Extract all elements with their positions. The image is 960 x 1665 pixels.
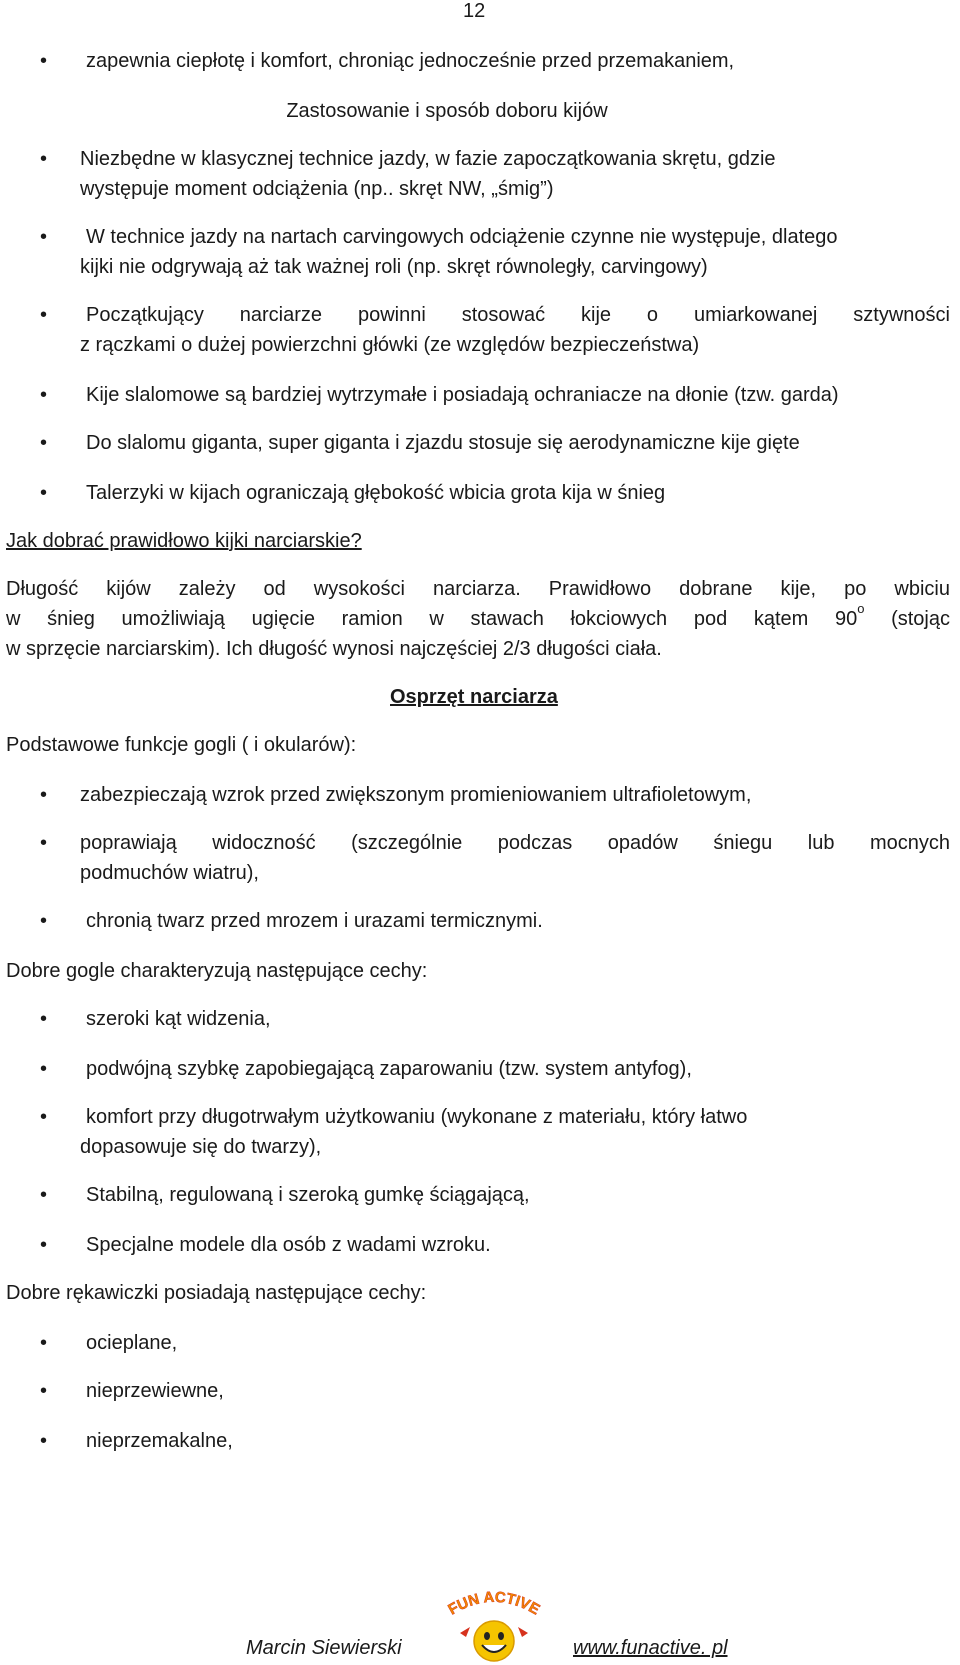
intro-bullet-text: zapewnia ciepłotę i komfort, chroniąc jednocześnie przed przemakaniem, bbox=[86, 50, 735, 72]
goggles-feature-3-line-1: komfort przy długotrwałym użytkowaniu (wykonane z materiału, który łatwo bbox=[86, 1106, 748, 1128]
bullet-dot: • bbox=[40, 482, 48, 504]
gloves-feature-3: nieprzemakalne, bbox=[86, 1430, 233, 1452]
goggles-intro: Podstawowe funkcje gogli ( i okularów): bbox=[6, 734, 357, 756]
bullet-dot: • bbox=[40, 910, 48, 932]
bullet-dot: • bbox=[40, 50, 48, 72]
poles-para-line-2: w śnieg umożliwiają ugięcie ramion w stawach łokciowych pod kątem 90$^o$ (stojąc bbox=[6, 601, 950, 630]
gloves-intro: Dobre rękawiczki posiadają następujące cechy: bbox=[6, 1282, 427, 1304]
bullet-dot: • bbox=[40, 1234, 48, 1256]
poles-bullet-5: Do slalomu giganta, super giganta i zjazdu stosuje się aerodynamiczne kije gięte bbox=[86, 432, 800, 454]
bullet-dot: • bbox=[40, 304, 48, 326]
svg-text:FUN ACTIVE bbox=[445, 1589, 542, 1619]
poles-bullet-6: Talerzyki w kijach ograniczają głębokość wbicia grota kija w śnieg bbox=[86, 482, 666, 504]
goggles-feature-2: podwójną szybkę zapobiegającą zaparowaniu (tzw. system antyfog), bbox=[86, 1058, 692, 1080]
poles-bullet-4: Kije slalomowe są bardziej wytrzymałe i posiadają ochraniacze na dłonie (tzw. garda) bbox=[86, 384, 839, 406]
bullet-dot: • bbox=[40, 148, 48, 170]
footer-author: Marcin Siewierski bbox=[246, 1637, 402, 1659]
goggles-feature-1: szeroki kąt widzenia, bbox=[86, 1008, 271, 1030]
goggles-feature-4: Stabilną, regulowaną i szeroką gumkę ściągającą, bbox=[86, 1184, 530, 1206]
bullet-dot: • bbox=[40, 384, 48, 406]
goggles-features-intro: Dobre gogle charakteryzują następujące cechy: bbox=[6, 960, 428, 982]
bullet-dot: • bbox=[40, 1106, 48, 1128]
bullet-dot: • bbox=[40, 1058, 48, 1080]
bullet-dot: • bbox=[40, 1008, 48, 1030]
bullet-dot: • bbox=[40, 832, 48, 854]
goggles-feature-5: Specjalne modele dla osób z wadami wzroku. bbox=[86, 1234, 491, 1256]
poles-bullet-2-line-2: kijki nie odgrywają aż tak ważnej roli (np. skręt równoległy, carvingowy) bbox=[80, 256, 708, 278]
poles-bullet-3-line-2: z rączkami o dużej powierzchni główki (ze względów bezpieczeństwa) bbox=[80, 334, 700, 356]
bullet-dot: • bbox=[40, 1380, 48, 1402]
poles-heading: Zastosowanie i sposób doboru kijów bbox=[286, 100, 608, 122]
poles-bullet-1-line-1: Niezbędne w klasycznej technice jazdy, w fazie zapoczątkowania skrętu, gdzie bbox=[80, 148, 776, 170]
goggles-feature-3-line-2: dopasowuje się do twarzy), bbox=[80, 1136, 322, 1158]
goggles-bullet-2-line-2: podmuchów wiatru), bbox=[80, 862, 259, 884]
bullet-dot: • bbox=[40, 226, 48, 248]
gloves-feature-2: nieprzewiewne, bbox=[86, 1380, 224, 1402]
bullet-dot: • bbox=[40, 1184, 48, 1206]
logo-text: FUN ACTIVE bbox=[445, 1589, 543, 1619]
poles-bullet-3-line-1: Początkujący narciarze powinni stosować kije o umiarkowanej sztywności bbox=[86, 304, 950, 326]
bullet-dot: • bbox=[40, 432, 48, 454]
goggles-bullet-3: chronią twarz przed mrozem i urazami termicznymi. bbox=[86, 910, 543, 932]
page-number: 12 bbox=[463, 0, 486, 22]
goggles-bullet-2-line-1: poprawiają widoczność (szczególnie podczas opadów śniegu lub mocnych bbox=[80, 832, 950, 854]
poles-bullet-1-line-2: występuje moment odciążenia (np.. skręt NW, „śmig”) bbox=[80, 178, 554, 200]
bullet-dot: • bbox=[40, 1430, 48, 1452]
bullet-dot: • bbox=[40, 784, 48, 806]
goggles-bullet-1: zabezpieczają wzrok przed zwiększonym promieniowaniem ultrafioletowym, bbox=[80, 784, 752, 806]
poles-para-line-3: w sprzęcie narciarskim). Ich długość wynosi najczęściej 2/3 długości ciała. bbox=[6, 638, 662, 660]
poles-question: Jak dobrać prawidłowo kijki narciarskie? bbox=[6, 530, 362, 552]
gear-heading: Osprzęt narciarza bbox=[390, 686, 558, 708]
bullet-dot: • bbox=[40, 1332, 48, 1354]
fun-active-logo bbox=[438, 1589, 550, 1665]
footer-website-link[interactable]: www.funactive. pl bbox=[573, 1637, 728, 1659]
gloves-feature-1: ocieplane, bbox=[86, 1332, 178, 1354]
poles-para-line-1: Długość kijów zależy od wysokości narciarza. Prawidłowo dobrane kije, po wbiciu bbox=[6, 578, 950, 600]
poles-bullet-2-line-1: W technice jazdy na nartach carvingowych odciążenie czynne nie występuje, dlatego bbox=[86, 226, 838, 248]
